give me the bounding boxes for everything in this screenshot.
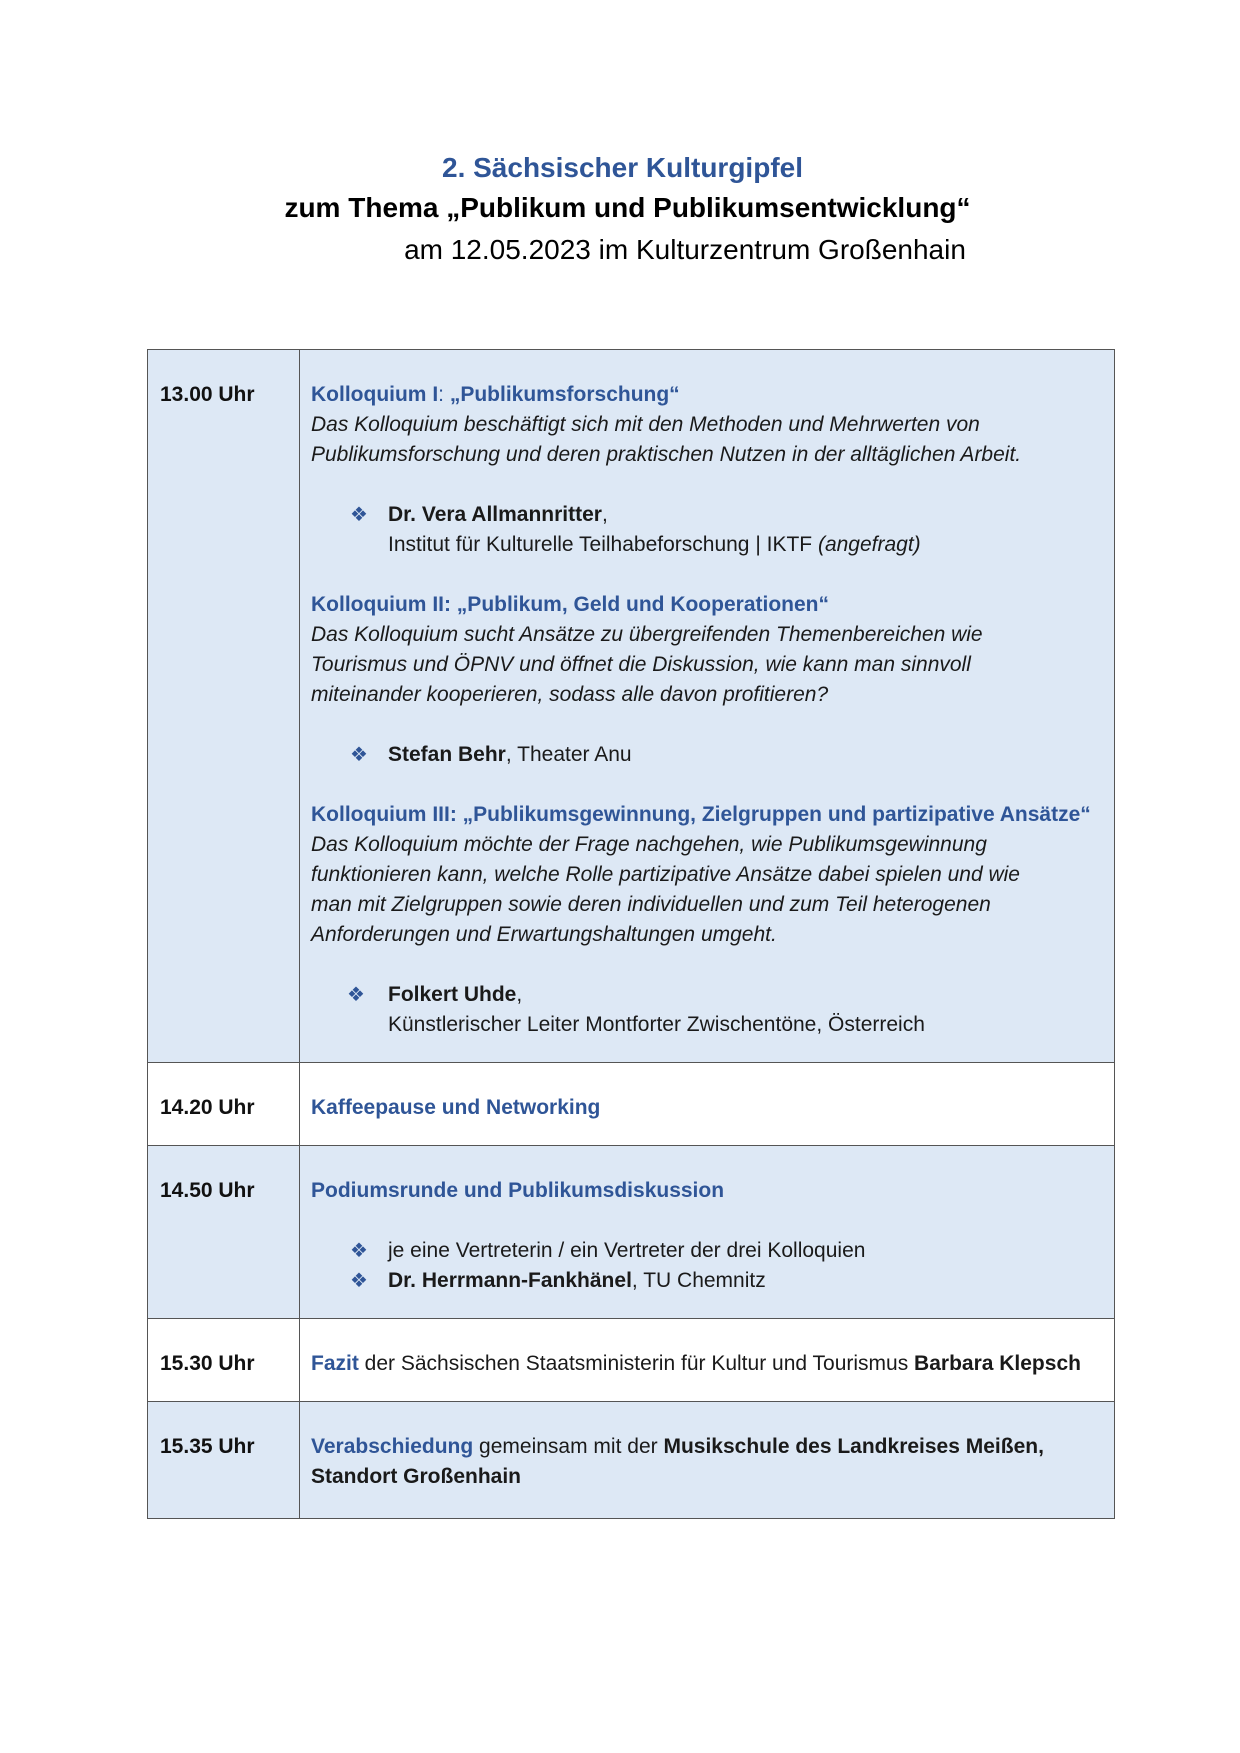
event-subtitle: zum Thema „Publikum und Publikumsentwicklung“ — [284, 192, 971, 223]
music-school-location: Standort Großenhain — [311, 1465, 521, 1488]
program-row-panel — [148, 1146, 1115, 1319]
time-cell: 15.35 Uhr — [148, 1402, 300, 1519]
speaker-org: , TU Chemnitz — [631, 1269, 766, 1292]
speaker-name: Dr. Herrmann-Fankhänel — [388, 1269, 632, 1292]
diamond-bullet-icon: ❖ — [350, 1270, 368, 1292]
document-header — [0, 148, 1240, 272]
music-school-name: Musikschule des Landkreises Meißen, — [663, 1435, 1044, 1458]
content-cell — [300, 1063, 1115, 1146]
event-date-location: am 12.05.2023 im Kulturzentrum Großenhain — [404, 234, 966, 265]
program-row-break — [148, 1063, 1115, 1146]
program-table — [147, 349, 1115, 1519]
content-cell — [300, 350, 1115, 1063]
diamond-bullet-icon: ❖ — [350, 504, 368, 526]
diamond-bullet-icon: ❖ — [350, 1240, 368, 1262]
time-cell: 13.00 Uhr — [148, 350, 300, 1063]
colloquium-2-description: Das Kolloquium sucht Ansätze zu übergreifenden Themenbereichen wie Tourismus und ÖPNV und öffnet die Diskussion, wie kann man sinnvoll miteinander kooperieren, sodass alle davon profitieren? — [311, 623, 983, 706]
time-cell: 14.20 Uhr — [148, 1063, 300, 1146]
time-cell: 15.30 Uhr — [148, 1319, 300, 1402]
speaker-name: Folkert Uhde — [388, 983, 517, 1006]
panel-title: Podiumsrunde und Publikumsdiskussion — [311, 1179, 725, 1202]
colloquium-1-description: Das Kolloquium beschäftigt sich mit den Methoden und Mehrwerten von Publikumsforschung und deren praktischen Nutzen in der alltäglichen Arbeit. — [311, 413, 1022, 466]
content-cell: Fazit der Sächsischen Staatsministerin für Kultur und Tourismus Barbara Klepsch — [300, 1319, 1115, 1402]
content-cell — [300, 1146, 1115, 1319]
speaker-note: (angefragt) — [817, 533, 921, 556]
speaker-item: ❖ Folkert Uhde, Künstlerischer Leiter Montforter Zwischentöne, Österreich — [347, 980, 1104, 1040]
time-cell: 14.50 Uhr — [148, 1146, 300, 1319]
diamond-bullet-icon: ❖ — [347, 984, 365, 1006]
event-title: 2. Sächsischer Kulturgipfel — [442, 152, 803, 183]
break-title: Kaffeepause und Networking — [311, 1096, 601, 1119]
program-row-farewell — [148, 1402, 1115, 1519]
program-row-colloquia — [148, 350, 1115, 1063]
colloquium-3-description: Das Kolloquium möchte der Frage nachgehen, wie Publikumsgewinnung funktionieren kann, welche Rolle partizipative Ansätze dabei spielen und wie man mit Zielgruppen sowie deren individuellen und zum Teil heterogenen Anforderungen und Erwartungshaltungen umgeht. — [311, 833, 1020, 946]
speaker-org: , Theater Anu — [505, 743, 632, 766]
summary-lead: Fazit — [311, 1352, 359, 1375]
speaker-item: ❖ Dr. Vera Allmannritter, Institut für Kulturelle Teilhabeforschung | IKTF (angefragt) — [350, 500, 1104, 560]
colloquium-3-title: Kolloquium III: „Publikumsgewinnung, Zielgruppen und partizipative Ansätze“ — [311, 803, 1091, 826]
speaker-item — [350, 740, 1104, 770]
speaker-name: Stefan Behr — [388, 743, 506, 766]
speaker-name: Dr. Vera Allmannritter — [388, 503, 602, 526]
colloquium-1-title: Kolloquium I: „Publikumsforschung“ — [311, 383, 680, 406]
program-row-summary — [148, 1319, 1115, 1402]
speaker-org: Institut für Kulturelle Teilhabeforschung | IKTF — [388, 533, 818, 556]
speaker-org: Künstlerischer Leiter Montforter Zwischentöne, Österreich — [388, 1013, 925, 1036]
panel-item: ❖ je eine Vertreterin / ein Vertreter der drei Kolloquien — [350, 1236, 1104, 1266]
colloquium-2-title: Kolloquium II: „Publikum, Geld und Kooperationen“ — [311, 593, 829, 616]
farewell-lead: Verabschiedung — [311, 1435, 474, 1458]
diamond-bullet-icon: ❖ — [350, 744, 368, 766]
panel-item — [350, 1266, 1104, 1296]
minister-name: Barbara Klepsch — [914, 1352, 1081, 1375]
content-cell: Verabschiedung gemeinsam mit der Musikschule des Landkreises Meißen, Standort Großenhain — [300, 1402, 1115, 1519]
